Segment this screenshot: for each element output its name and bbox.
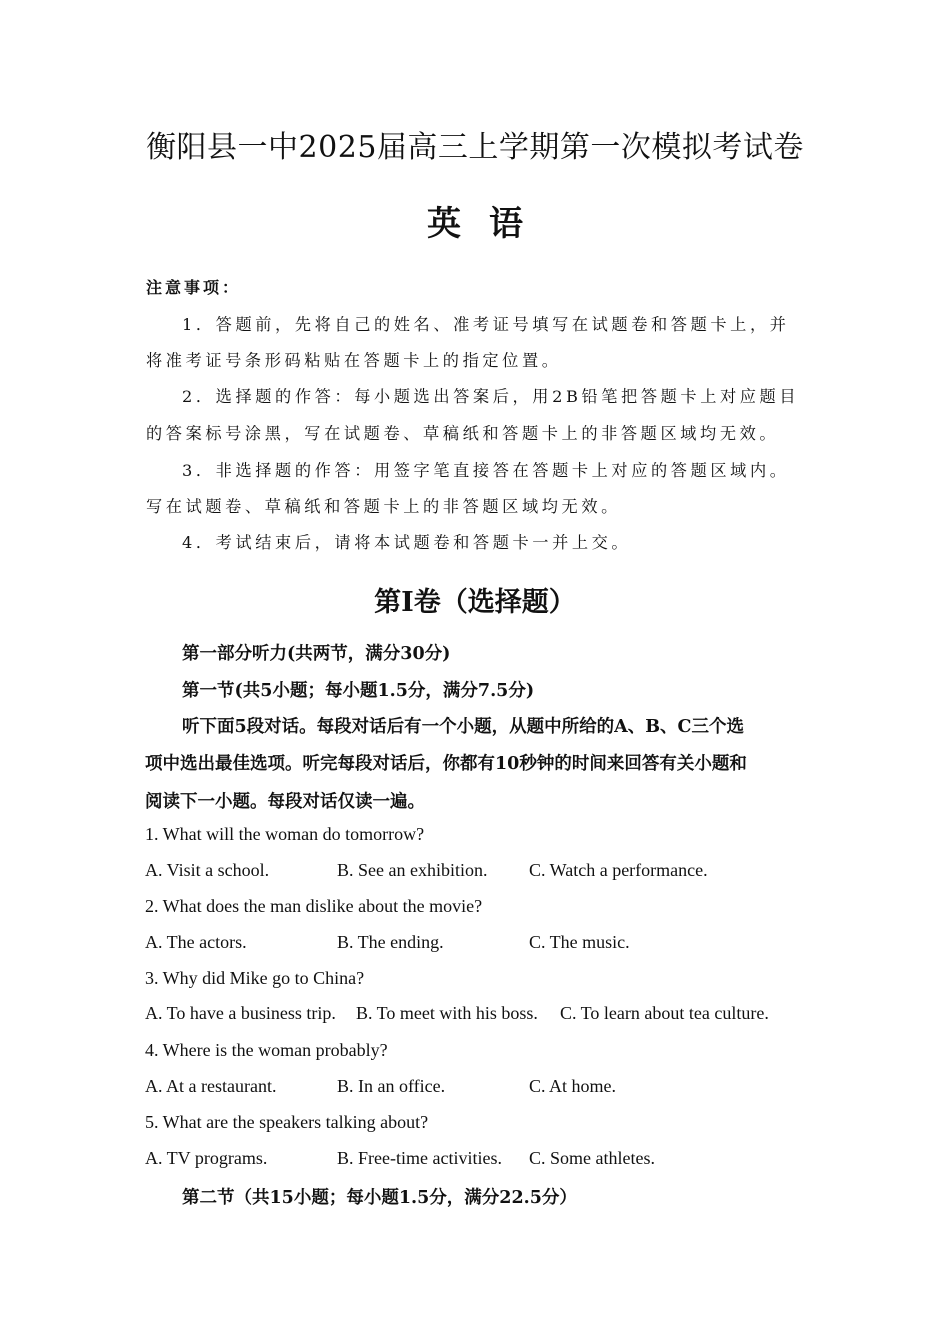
part-title: 第一部分听力(共两节，满分30分) — [182, 644, 451, 664]
notice-line: 将准考证号条形码粘贴在答题卡上的指定位置。 — [146, 351, 562, 370]
option-a: A. TV programs. — [145, 1148, 268, 1168]
option-a: A. To have a business trip. — [145, 1003, 336, 1023]
option-c: C. The music. — [529, 932, 630, 952]
option-b: B. See an exhibition. — [337, 860, 488, 880]
option-c: C. At home. — [529, 1076, 617, 1096]
question-text: 2. What does the man dislike about the movie? — [145, 896, 483, 916]
notice-line: 2．选择题的作答：每小题选出答案后，用2B铅笔把答题卡上对应题目 — [182, 387, 800, 406]
question-text: 1. What will the woman do tomorrow? — [145, 824, 425, 844]
notice-line: 1．答题前，先将自己的姓名、准考证号填写在试题卷和答题卡上，并 — [182, 315, 790, 334]
notice-line: 4．考试结束后，请将本试题卷和答题卡一并上交。 — [182, 533, 632, 552]
subject-title: 英语 — [427, 204, 551, 244]
notice-line: 写在试题卷、草稿纸和答题卡上的非答题区域均无效。 — [146, 497, 621, 516]
notice-line: 3．非选择题的作答：用签字笔直接答在答题卡上对应的答题区域内。 — [182, 461, 790, 480]
option-a: A. At a restaurant. — [145, 1076, 277, 1096]
exam-title: 衡阳县一中2025届高三上学期第一次模拟考试卷 — [146, 130, 804, 165]
instruction-line: 听下面5段对话。每段对话后有一个小题，从题中所给的A、B、C三个选 — [182, 717, 744, 737]
instruction-line: 阅读下一小题。每段对话仅读一遍。 — [145, 792, 425, 812]
question-text: 3. Why did Mike go to China? — [145, 968, 365, 988]
option-b: B. The ending. — [337, 932, 444, 952]
option-a: A. The actors. — [145, 932, 247, 952]
option-a: A. Visit a school. — [145, 860, 270, 880]
question-text: 5. What are the speakers talking about? — [145, 1112, 429, 1132]
section-title: 第Ⅰ卷（选择题） — [374, 587, 576, 618]
notice-heading: 注意事项： — [146, 278, 242, 297]
option-b: B. In an office. — [337, 1076, 446, 1096]
subsection-title: 第一节(共5小题；每小题1.5分，满分7.5分) — [182, 681, 535, 701]
subsection-title: 第二节（共15小题；每小题1.5分，满分22.5分） — [182, 1188, 577, 1208]
option-c: C. Some athletes. — [529, 1148, 655, 1168]
instruction-line: 项中选出最佳选项。听完每段对话后，你都有10秒钟的时间来回答有关小题和 — [145, 754, 747, 774]
option-b: B. To meet with his boss. — [356, 1003, 538, 1023]
notice-line: 的答案标号涂黑，写在试题卷、草稿纸和答题卡上的非答题区域均无效。 — [146, 424, 780, 443]
question-text: 4. Where is the woman probably? — [145, 1040, 388, 1060]
option-b: B. Free-time activities. — [337, 1148, 502, 1168]
option-c: C. Watch a performance. — [529, 860, 708, 880]
option-c: C. To learn about tea culture. — [560, 1003, 769, 1023]
